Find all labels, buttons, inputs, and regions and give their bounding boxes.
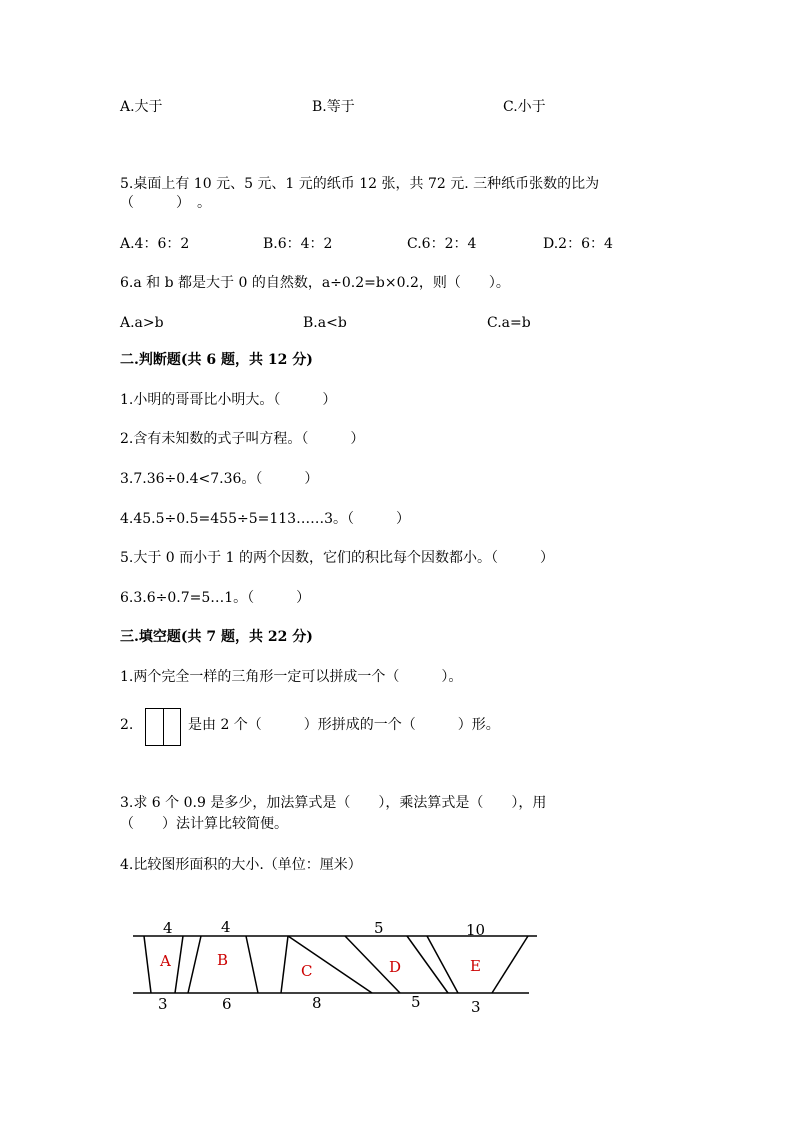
top-label: 10 xyxy=(466,921,486,939)
bottom-label: 3 xyxy=(158,995,168,1013)
shape-c-left-edge xyxy=(281,936,288,993)
bottom-label: 3 xyxy=(471,998,481,1016)
shape-label-c: C xyxy=(301,962,313,980)
q4-option-c: C.小于 xyxy=(503,99,546,115)
q4-option-b: B.等于 xyxy=(312,99,355,115)
shape-d-right-edge xyxy=(407,936,448,993)
fill-q4: 4.比较图形面积的大小.（单位：厘米） xyxy=(120,857,362,873)
shape-b-right-edge xyxy=(246,936,258,993)
q5-option-a: A.4：6：2 xyxy=(120,236,190,252)
bottom-label: 5 xyxy=(411,993,421,1011)
q5-text-line1: 5.桌面上有 10 元、5 元、1 元的纸币 12 张，共 72 元. 三种纸币张数的比为 xyxy=(120,176,600,192)
judge-item-2: 2.含有未知数的式子叫方程。（ ） xyxy=(120,431,365,447)
shape-c-slant-edge xyxy=(288,936,372,993)
shape-label-d: D xyxy=(389,958,402,976)
shape-e-right-edge xyxy=(492,936,528,993)
fill-q3-line1: 3.求 6 个 0.9 是多少，加法算式是（ ），乘法算式是（ ），用 xyxy=(120,795,547,811)
shape-label-e: E xyxy=(470,957,481,975)
top-label: 5 xyxy=(374,919,384,937)
shape-a-left-edge xyxy=(144,936,151,993)
judge-item-6: 6.3.6÷0.7=5…1。（ ） xyxy=(120,590,311,606)
q6-text: 6.a 和 b 都是大于 0 的自然数，a÷0.2=b×0.2，则（ ）。 xyxy=(120,275,510,291)
fill-q2-number: 2. xyxy=(120,717,134,733)
q6-option-c: C.a=b xyxy=(487,315,531,331)
top-label: 4 xyxy=(163,919,173,937)
bottom-label: 6 xyxy=(222,995,232,1013)
q5-option-d: D.2：6：4 xyxy=(543,236,613,252)
q5-text-line2: （ ） 。 xyxy=(120,195,211,211)
q4-option-a: A.大于 xyxy=(120,99,163,115)
shape-a-right-edge xyxy=(175,936,183,993)
fill-q1: 1.两个完全一样的三角形一定可以拼成一个（ ）。 xyxy=(120,669,463,685)
fill-q3-line2: （ ）法计算比较简便。 xyxy=(120,816,288,832)
shape-e-left-edge xyxy=(427,936,458,993)
q6-option-a: A.a>b xyxy=(120,315,164,331)
q5-option-b: B.6：4：2 xyxy=(263,236,333,252)
section3-heading: 三.填空题(共 7 题，共 22 分) xyxy=(120,629,313,645)
fill-q2-text: 是由 2 个（ ）形拼成的一个（ ）形。 xyxy=(188,717,500,733)
shape-label-b: B xyxy=(217,951,229,969)
judge-item-3: 3.7.36÷0.4<7.36。（ ） xyxy=(120,471,319,487)
shape-b-left-edge xyxy=(188,936,201,993)
judge-item-4: 4.45.5÷0.5=455÷5=113……3。（ ） xyxy=(120,511,410,527)
rectangle-split-figure xyxy=(145,708,181,746)
judge-item-5: 5.大于 0 而小于 1 的两个因数，它们的积比每个因数都小。（ ） xyxy=(120,550,554,566)
shape-d-left-edge xyxy=(345,936,400,993)
q6-option-b: B.a<b xyxy=(303,315,347,331)
top-label: 4 xyxy=(221,918,231,936)
bottom-label: 8 xyxy=(312,994,322,1012)
judge-item-1: 1.小明的哥哥比小明大。（ ） xyxy=(120,392,337,408)
shape-label-a: A xyxy=(160,952,171,970)
section2-heading: 二.判断题(共 6 题，共 12 分) xyxy=(120,352,313,368)
q5-option-c: C.6：2：4 xyxy=(407,236,477,252)
rectangle-divider xyxy=(163,709,164,745)
